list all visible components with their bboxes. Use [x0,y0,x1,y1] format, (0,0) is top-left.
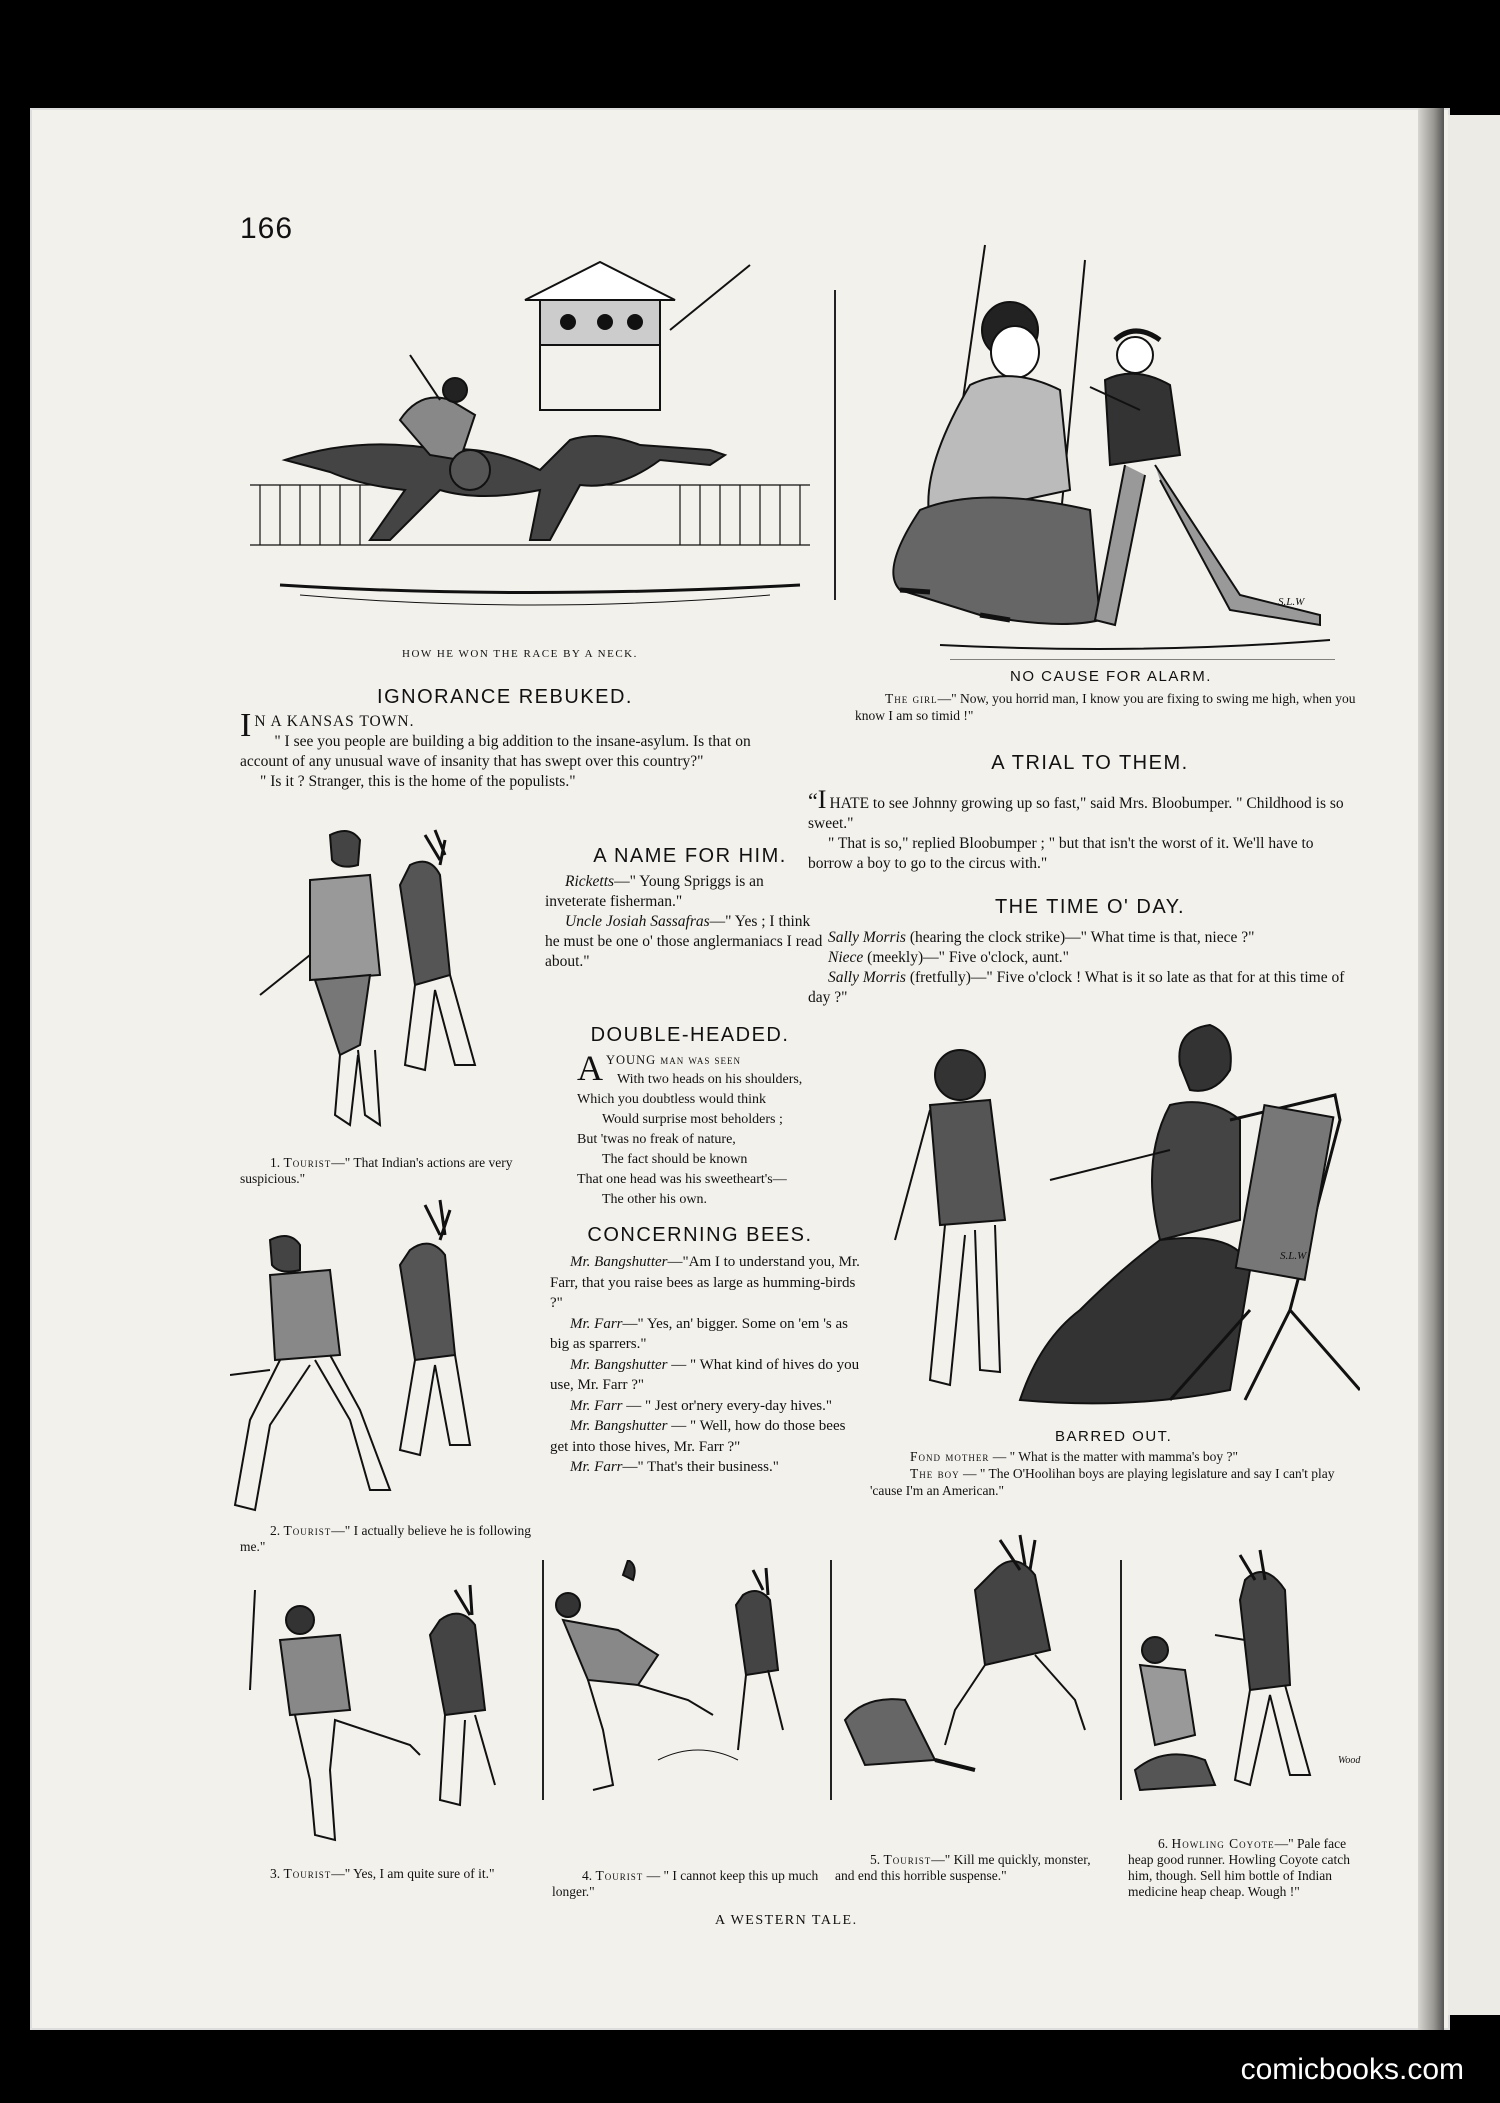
tourist-caption-3 [240,1866,540,1882]
bees-heading: CONCERNING BEES. [587,1224,813,1246]
tourist-caption-4 [552,1868,852,1900]
time-text-2: (meekly)—" Five o'clock, aunt." [863,949,1069,966]
trial-p1: HATE to see Johnny growing up so fast," said Mrs. Bloobumper. " Childhood is so sweet." [808,795,1344,832]
time-heading: THE TIME O' DAY. [994,896,1186,918]
verse-line-1: YOUNG man was seen [606,1053,742,1067]
western-tale-title: A WESTERN TALE. [715,1913,858,1928]
trial-article [808,786,1360,874]
bees-article [550,1252,862,1478]
tourist-panel-1 [240,825,500,1150]
time-text-1: (hearing the clock strike)—" What time is that, niece ?" [905,929,1255,946]
barred-text-2: — " The O'Hoolihan boys are playing legislature and say I can't play 'cause I'm an American." [870,1466,1335,1498]
tourist-caption-1-num: 1. [270,1155,281,1170]
bees-text-3: — " What kind of hives do you use, Mr. Farr ?" [550,1356,860,1393]
time-speaker-3: Sally Morris [828,969,906,986]
verse-line-6: The fact should be known [602,1152,748,1167]
tourist-caption-3-num: 3. [270,1866,281,1881]
trial-p1-wrap [808,786,1360,834]
tourist-caption-4-speaker: Tourist [595,1868,644,1883]
name-heading: A NAME FOR HIM. [593,845,787,867]
bees-text-1: —"Am I to understand you, Mr. Farr, that you raise bees as large as humming-birds ?" [550,1254,860,1311]
bees-speaker-1: Mr. Bangshutter [570,1254,668,1270]
tourist-caption-2 [240,1523,540,1555]
swing-caption [855,690,1360,724]
tourist-caption-1 [240,1155,540,1187]
barred-signature: S.L.W [1280,1250,1307,1262]
column-rule-top [834,290,836,600]
tourist-panel-5 [835,1530,1115,1790]
tourist-caption-2-speaker: Tourist [283,1523,332,1538]
strip-rule-2 [830,1560,832,1800]
tourist-caption-6-speaker: Howling Coyote [1171,1836,1275,1851]
bees-speaker-5: Mr. Bangshutter [570,1418,668,1434]
bees-speaker-4: Mr. Farr [570,1397,623,1414]
race-illustration [240,240,815,635]
ignorance-p2: " Is it ? Stranger, this is the home of the populists." [260,773,576,790]
bees-speaker-3: Mr. Bangshutter [570,1356,668,1373]
bees-text-5: — " Well, how do those bees get into those hives, Mr. Farr ?" [550,1418,846,1455]
strip-rule-3 [1120,1560,1122,1800]
verse-line-2: With two heads on his shoulders, [617,1072,803,1087]
barred-text-1: — " What is the matter with mamma's boy ?" [989,1449,1239,1464]
tourist-caption-4-text: — " I cannot keep this up much longer." [552,1868,819,1899]
book-spine [1418,108,1444,2030]
tourist-panel-6 [1125,1545,1365,1825]
name-text-1: —" Young Spriggs is an inveterate fisherman." [545,873,764,910]
name-text-2: —" Yes ; I think he must be one o' those anglermaniacs I read about." [545,913,823,970]
trial-dropcap: I [817,785,827,814]
tourist-caption-6-text: —" Pale face heap good runner. Howling Coyote catch him, though. Sell him bottle of Indian medicine heap cheap. Wough !" [1128,1836,1350,1899]
double-verse [577,1050,847,1210]
ignorance-sub: N A KANSAS TOWN. [254,713,415,730]
time-article [808,928,1360,1008]
swing-speaker: The girl [885,691,938,706]
tourist-panel-2 [230,1190,520,1520]
bees-speaker-2: Mr. Farr [570,1315,623,1332]
tourist-panel-4 [548,1560,828,1810]
verse-line-4: Would surprise most beholders ; [602,1112,783,1127]
page-number: 166 [240,212,294,245]
bees-text-4: — " Jest or'nery every-day hives." [622,1397,832,1414]
time-text-3: (fretfully)—" Five o'clock ! What is it so late as that for at this time of day ?" [808,969,1345,1006]
name-article [545,872,825,972]
strip-rule-1 [542,1560,544,1800]
tourist-caption-1-text: —" That Indian's actions are very suspicious." [240,1155,513,1186]
tourist-caption-6 [1128,1836,1363,1900]
verse-line-8: The other his own. [602,1192,707,1207]
double-dropcap: A [577,1048,603,1088]
tourist-caption-5-num: 5. [870,1852,881,1867]
tourist-caption-3-text: —" Yes, I am quite sure of it." [331,1866,495,1881]
time-speaker-2: Niece [828,949,864,966]
watermark: comicbooks.com [1240,2053,1464,2086]
double-heading: DOUBLE-HEADED. [590,1024,790,1046]
tourist-caption-6-num: 6. [1158,1836,1169,1851]
barred-out-illustration [870,1010,1360,1420]
verse-line-5: But 'twas no freak of nature, [577,1132,736,1147]
coyote-signature: Wood [1338,1755,1361,1766]
tourist-caption-2-text: —" I actually believe he is following me." [240,1523,531,1554]
trial-heading: A TRIAL TO THEM. [991,752,1189,774]
barred-caption [870,1448,1360,1499]
ignorance-p1: " I see you people are building a big addition to the insane-asylum. Is that on account of any unusual wave of insanity that has swept over this country?" [240,733,751,770]
bees-text-6: —" That's their business." [622,1459,779,1475]
name-speaker-2: Uncle Josiah Sassafras [565,913,710,930]
facing-page-edge [1448,115,1500,2015]
bees-speaker-6: Mr. Farr [570,1459,623,1475]
tourist-caption-5-text: —" Kill me quickly, monster, and end this horrible suspense." [835,1852,1091,1883]
bees-text-2: —" Yes, an' bigger. Some on 'em 's as big as sparrers." [550,1315,848,1352]
barred-title: BARRED OUT. [1055,1428,1173,1445]
tourist-caption-4-num: 4. [582,1868,593,1883]
trial-p2: " That is so," replied Bloobumper ; " but that isn't the worst of it. We'll have to borrow a boy to go to the circus with." [808,835,1314,872]
swing-text: —" Now, you horrid man, I know you are fixing to swing me high, when you know I am so timid !" [855,691,1356,723]
tourist-caption-5 [835,1852,1110,1884]
barred-speaker-1: Fond mother [910,1449,990,1464]
time-speaker-1: Sally Morris [828,929,906,946]
trial-quote-mark: “ [808,788,818,813]
tourist-caption-2-num: 2. [270,1523,281,1538]
tourist-caption-3-speaker: Tourist [283,1866,332,1881]
barred-speaker-2: The boy [910,1466,960,1481]
verse-line-7: That one head was his sweetheart's— [577,1172,787,1187]
name-speaker-1: Ricketts [565,873,615,890]
ignorance-dropcap: I [240,707,252,744]
verse-line-3: Which you doubtless would think [577,1092,766,1107]
tourist-panel-3 [240,1570,540,1850]
tourist-caption-5-speaker: Tourist [883,1852,932,1867]
swing-title: NO CAUSE FOR ALARM. [1010,668,1212,685]
tourist-caption-1-speaker: Tourist [283,1155,332,1170]
ignorance-article [240,707,790,792]
ignorance-heading: IGNORANCE REBUKED. [377,686,633,708]
race-caption: HOW HE WON THE RACE BY A NECK. [402,648,638,660]
swing-signature: S.L.W [1278,596,1305,608]
